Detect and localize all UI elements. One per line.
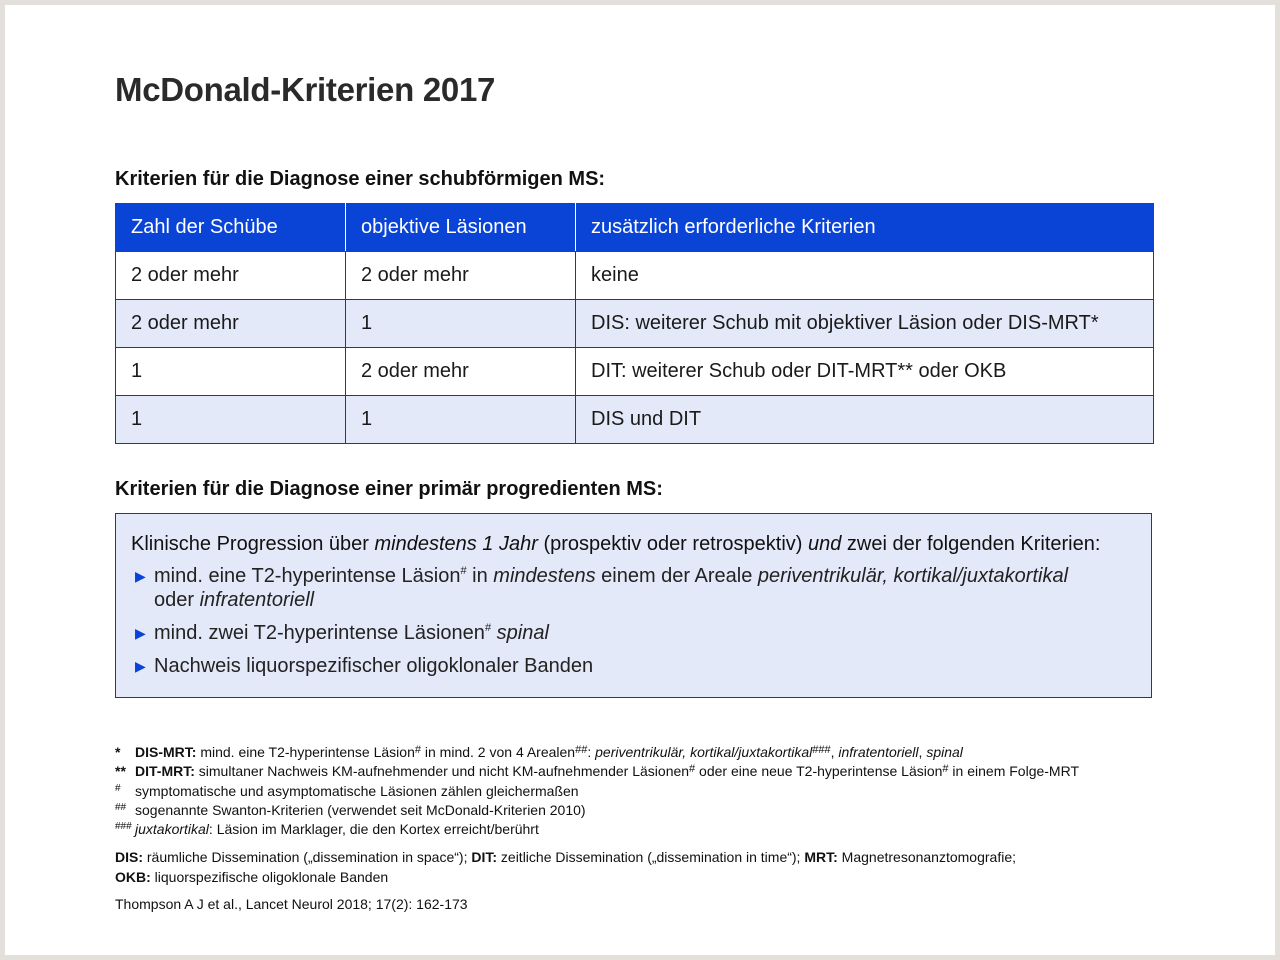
table-cell: 1 — [116, 348, 346, 396]
list-item: ▶ Nachweis liquorspezifischer oligoklonaler Banden — [135, 655, 594, 677]
footnote-dit-mrt: ** DIT-MRT: simultaner Nachweis KM-aufnehmender und nicht KM-aufnehmender Läsionen# oder eine neue T2-hyperintense Läsion# in einem Folge-MRT — [115, 763, 1079, 780]
reference: Thompson A J et al., Lancet Neurol 2018; 17(2): 162-173 — [115, 896, 468, 912]
column-header-lesions: objektive Läsionen — [346, 204, 576, 252]
ppms-intro: Klinische Progression über mindestens 1 Jahr (prospektiv oder retrospektiv) und zwei der folgenden Kriterien: — [131, 533, 1101, 555]
page-title: McDonald-Kriterien 2017 — [115, 71, 496, 108]
table-cell: 2 oder mehr — [116, 300, 346, 348]
table-cell: 2 oder mehr — [346, 348, 576, 396]
rrms-heading: Kriterien für die Diagnose einer schubförmigen MS: — [115, 168, 606, 190]
table-cell: 2 oder mehr — [116, 252, 346, 300]
footnote-hash: # symptomatische und asymptomatische Läsionen zählen gleichermaßen — [115, 782, 579, 799]
table-cell: 2 oder mehr — [346, 252, 576, 300]
footnotes — [115, 743, 1175, 839]
table-row — [116, 300, 1154, 348]
abbreviations: DIS: räumliche Dissemination („dissemination in space“); DIT: zeitliche Dissemination („dissemination in time“); MRT: Magnetresonanztomografie; OKB: liquorspezifische oligoklonale Banden — [115, 849, 1016, 885]
triangle-right-icon: ▶ — [135, 658, 146, 674]
table-cell: 1 — [346, 396, 576, 444]
table-cell: DIT: weiterer Schub oder DIT-MRT** oder OKB — [576, 348, 1154, 396]
column-header-relapses: Zahl der Schübe — [116, 204, 346, 252]
ppms-criteria-box — [115, 513, 1152, 698]
table-row — [116, 396, 1154, 444]
table-cell: 1 — [116, 396, 346, 444]
rrms-criteria-table — [115, 203, 1154, 444]
ppms-heading: Kriterien für die Diagnose einer primär progredienten MS: — [115, 478, 663, 500]
table-row — [116, 348, 1154, 396]
column-header-criteria: zusätzlich erforderliche Kriterien — [576, 204, 1154, 252]
document-page — [5, 5, 1275, 955]
table-row — [116, 252, 1154, 300]
triangle-right-icon: ▶ — [135, 625, 146, 641]
list-item: ▶ mind. eine T2-hyperintense Läsion# in mindestens einem der Areale periventrikulär, kortikal/juxtakortikal oder infratentoriell — [135, 565, 1069, 611]
table-cell: keine — [576, 252, 1154, 300]
table-header-row — [116, 204, 1154, 252]
triangle-right-icon: ▶ — [135, 568, 146, 584]
table-cell: DIS: weiterer Schub mit objektiver Läsion oder DIS-MRT* — [576, 300, 1154, 348]
table-cell: 1 — [346, 300, 576, 348]
footnote-dis-mrt: * DIS-MRT: mind. eine T2-hyperintense Läsion# in mind. 2 von 4 Arealen##: periventrikulär, kortikal/juxtakortikal###, infratentoriell, spinal — [115, 744, 963, 760]
list-item: ▶ mind. zwei T2-hyperintense Läsionen# spinal — [135, 622, 549, 644]
footnote-double-hash: ## sogenannte Swanton-Kriterien (verwendet seit McDonald-Kriterien 2010) — [115, 801, 586, 818]
ppms-criteria-list — [131, 564, 1136, 678]
footnote-triple-hash: ### juxtakortikal: Läsion im Marklager, die den Kortex erreicht/berührt — [115, 821, 539, 838]
table-cell: DIS und DIT — [576, 396, 1154, 444]
